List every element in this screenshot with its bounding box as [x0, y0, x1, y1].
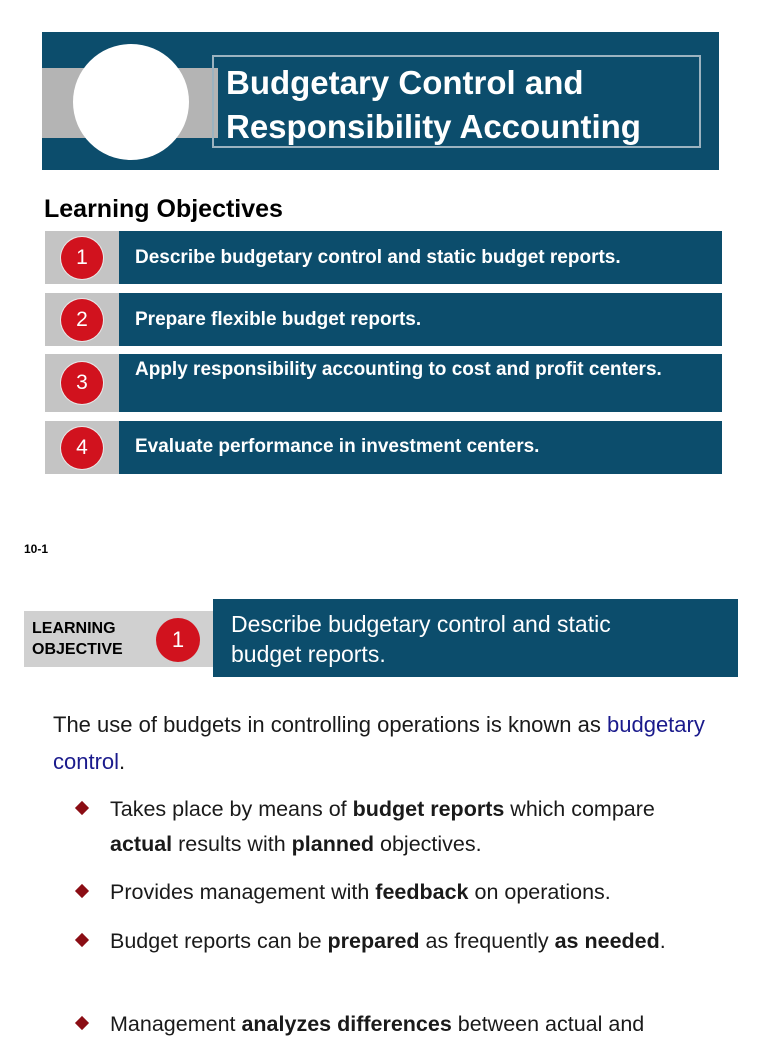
objective-text: Prepare flexible budget reports.	[135, 309, 422, 330]
bullet-run: as frequently	[419, 929, 555, 953]
objective-number-badge: 3	[61, 362, 103, 404]
objective-title-line1: Describe budgetary control and static	[231, 611, 611, 637]
objective-text: Evaluate performance in investment centers.	[135, 436, 540, 457]
objective-number-badge: 4	[61, 427, 103, 469]
learning-objectives-heading: Learning Objectives	[44, 195, 283, 223]
bullet-run: Takes place by means of	[110, 797, 353, 821]
bullet-emphasis: analyzes differences	[241, 1012, 452, 1036]
diamond-bullet-icon	[75, 884, 89, 898]
slide-number: 10-1	[24, 542, 49, 556]
objective-text: Apply responsibility accounting to cost and profit centers.	[135, 359, 662, 380]
objective-number-badge: 2	[61, 299, 103, 341]
objective-label-line2: OBJECTIVE	[32, 641, 123, 658]
bullet-run: results with	[172, 832, 292, 856]
objective-row-1	[45, 231, 722, 284]
bullet-text	[110, 875, 710, 910]
objective-label-line1: LEARNING	[32, 620, 116, 637]
objective-row-2	[45, 293, 722, 346]
bullet-run: objectives.	[374, 832, 482, 856]
bullet-emphasis: planned	[291, 832, 375, 856]
objective-number-badge: 1	[61, 237, 103, 279]
bullet-emphasis: actual	[110, 832, 173, 856]
intro-text-end: .	[119, 749, 126, 774]
bullet-emphasis: as needed	[554, 929, 660, 953]
bullet-run: Management	[110, 1012, 242, 1036]
bullet-run: on operations.	[468, 880, 611, 904]
bullet-run: which compare	[504, 797, 655, 821]
bullet-run: .	[659, 929, 666, 953]
objective-title-line2: budget reports.	[231, 641, 386, 667]
bullet-text	[110, 792, 710, 862]
diamond-bullet-icon	[75, 1016, 89, 1030]
objective-row-4	[45, 421, 722, 474]
bullet-emphasis: prepared	[327, 929, 420, 953]
page-title-line1: Budgetary Control and	[226, 64, 584, 101]
bullet-run: Budget reports can be	[110, 929, 328, 953]
bullet-run: Provides management with	[110, 880, 376, 904]
objective-text: Describe budgetary control and static budget reports.	[135, 247, 621, 268]
bullet-emphasis: feedback	[375, 880, 469, 904]
bullet-text	[110, 1007, 710, 1042]
intro-paragraph	[53, 706, 733, 780]
intro-text: The use of budgets in controlling operations is known as	[53, 712, 607, 737]
objective-row-3	[45, 354, 722, 412]
banner-logo-circle	[73, 44, 189, 160]
diamond-bullet-icon	[75, 933, 89, 947]
key-term: budgetary control	[53, 712, 705, 774]
bullet-run: between actual and	[451, 1012, 645, 1036]
objective-number-badge: 1	[156, 618, 200, 662]
bullet-text	[110, 924, 710, 959]
page-title-line2: Responsibility Accounting	[226, 108, 641, 145]
diamond-bullet-icon	[75, 801, 89, 815]
bullet-emphasis: budget reports	[352, 797, 505, 821]
